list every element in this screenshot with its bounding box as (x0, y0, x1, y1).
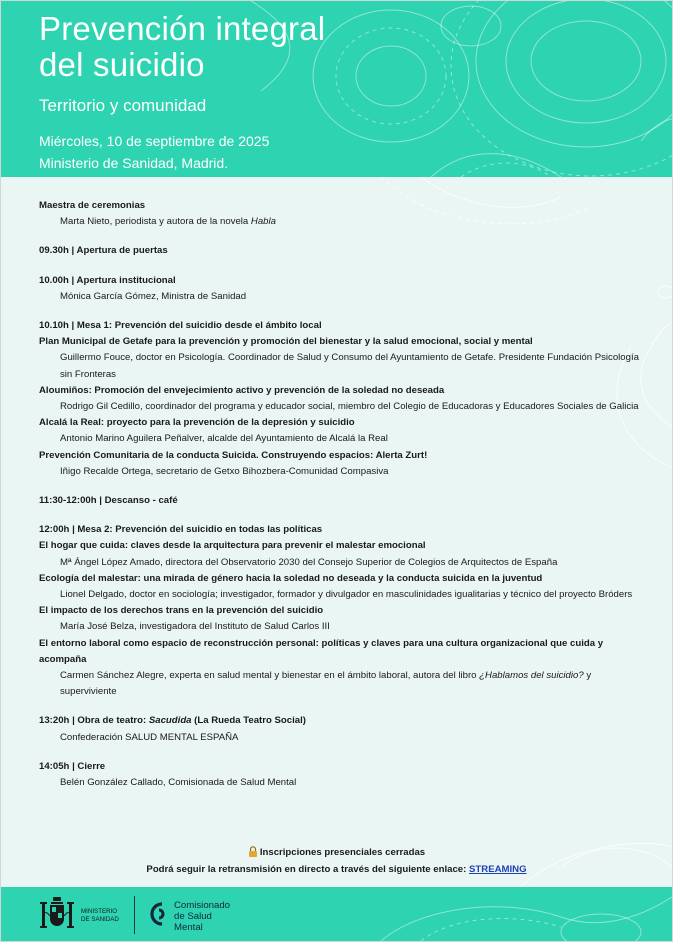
registration-closed-line (1, 844, 672, 861)
mesa2-book-title: ¿Hablamos del suicidio? (479, 670, 584, 682)
mesa1-speaker-1: Guillermo Fouce, doctor en Psicología. Coordinador de Salud y Consumo del Ayuntamiento de Getafe. Presidente Fundación Psicología sin Fronteras (60, 352, 639, 380)
mesa2-speaker-3: María José Belza, investigadora del Instituto de Salud Carlos III (60, 621, 330, 633)
mc-heading: Maestra de ceremonias (39, 200, 146, 211)
mesa2-speaker-2: Lionel Delgado, doctor en sociología; investigador, formador y divulgador en masculinidades igualitarias y técnico del proyecto Bróders (60, 589, 633, 601)
closing-block (39, 759, 639, 791)
doors-block (39, 243, 639, 259)
event-title-line1: Prevención integral (39, 10, 326, 47)
mesa2-heading: 12:00h | Mesa 2: Prevención del suicidio en todas las políticas (39, 524, 323, 536)
mesa2-talk-1: El hogar que cuida: claves desde la arquitectura para prevenir el malestar emocional (39, 540, 426, 552)
mesa1-talk-2: Aloumiños: Promoción del envejecimiento activo y prevención de la soledad no deseada (39, 384, 445, 396)
commission-label: Comisionado de Salud Mental (174, 900, 230, 933)
break-heading: 11:30-12:00h | Descanso - café (39, 495, 178, 507)
program (39, 198, 639, 804)
theatre-heading: 13:20h | Obra de teatro: Sacudida (La Rueda Teatro Social) (39, 715, 306, 727)
institutional-block (39, 273, 639, 305)
closing-heading: 14:05h | Cierre (39, 760, 106, 772)
mesa1-talk-3: Alcalá la Real: proyecto para la prevención de la depresión y suicidio (39, 417, 355, 429)
streaming-link[interactable]: STREAMING (469, 864, 527, 875)
doors-heading: 09.30h | Apertura de puertas (39, 245, 168, 257)
registration-notice (1, 844, 672, 878)
theatre-block (39, 713, 639, 745)
lock-icon (248, 846, 258, 857)
coat-of-arms-icon (39, 895, 75, 933)
mesa2-talk-3: El impacto de los derechos trans en la prevención del suicidio (39, 605, 324, 617)
event-title (39, 11, 325, 83)
commission-logo-icon (146, 900, 170, 928)
mesa2-talk-4: El entorno laboral como espacio de reconstrucción personal: políticas y claves para una cultura organizacional que cuida y acompaña (39, 637, 604, 665)
closing-person: Belén González Callado, Comisionada de Salud Mental (60, 777, 297, 789)
ministry-label: MINISTERIO DE SANIDAD (81, 908, 119, 923)
mesa2-speaker-4: Carmen Sánchez Alegre, experta en salud mental y bienestar en el ámbito laboral, autora del libro ¿Hablamos del suicidio? y superviviente (60, 670, 592, 698)
break-block (39, 493, 639, 509)
event-date: Miércoles, 10 de septiembre de 2025 (39, 133, 270, 149)
theatre-organizer: Confederación SALUD MENTAL ESPAÑA (60, 731, 239, 743)
mc-person: Marta Nieto, periodista y autora de la novela Habla (60, 216, 276, 228)
mesa1-speaker-3: Antonio Marino Aguilera Peñalver, alcalde del Ayuntamiento de Alcalá la Real (60, 433, 388, 445)
footer-divider (134, 896, 135, 934)
mesa1-talk-4: Prevención Comunitaria de la conducta Suicida. Construyendo espacios: Alerta Zurt! (39, 449, 428, 461)
mesa2-speaker-1: Mª Ángel López Amado, directora del Observatorio 2030 del Consejo Superior de Colegios de Arquitectos de España (60, 556, 558, 568)
event-place: Ministerio de Sanidad, Madrid. (39, 155, 229, 171)
streaming-text: Podrá seguir la retransmisión en directo a través del siguiente enlace: (146, 864, 469, 875)
mesa1-speaker-4: Iñigo Recalde Ortega, secretario de Getxo Bihozbera-Comunidad Compasiva (60, 465, 389, 477)
streaming-line (1, 861, 672, 878)
mesa1-talk-1: Plan Municipal de Getafe para la prevención y promoción del bienestar y la salud emocional, social y mental (39, 336, 533, 348)
mesa2-block (39, 522, 639, 700)
event-subtitle: Territorio y comunidad (39, 96, 207, 115)
event-title-line2: del suicidio (39, 46, 205, 83)
footer-bar (1, 887, 672, 941)
mesa1-speaker-2: Rodrigo Gil Cedillo, coordinador del programa y educador social, miembro del Colegio de Educadoras y Educadores Sociales de Galicia (60, 401, 639, 413)
theatre-play-title: Sacudida (148, 715, 192, 727)
institutional-person: Mónica García Gómez, Ministra de Sanidad (60, 290, 247, 302)
mesa2-talk-2: Ecología del malestar: una mirada de género hacia la soledad no deseada y la conducta suicida en la juventud (39, 572, 543, 584)
mc-book-title: Habla (250, 216, 276, 228)
mc-block (39, 198, 639, 230)
institutional-heading: 10.00h | Apertura institucional (39, 274, 176, 286)
registration-closed-text: Inscripciones presenciales cerradas (259, 847, 426, 858)
mesa1-heading: 10.10h | Mesa 1: Prevención del suicidio desde el ámbito local (39, 320, 322, 332)
mesa1-block (39, 318, 639, 480)
header-banner (1, 1, 672, 177)
